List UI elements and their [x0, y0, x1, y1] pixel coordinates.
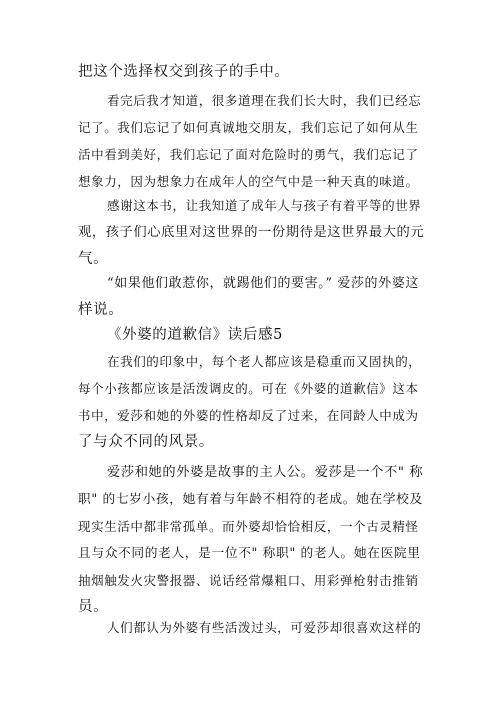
text-line: “如果他们敢惹你，就踢他们的要害。” 爱莎的外婆这 [107, 276, 419, 291]
text-line: 活中看到美好，我们忘记了面对危险时的勇气，我们忘记了 [78, 147, 419, 162]
text-line: 且与众不同的老人，是一位不" 称职" 的老人。她在医院里 [78, 546, 421, 561]
text-line: 爱莎和她的外婆是故事的主人公。爱莎是一个不" 称 [107, 465, 424, 480]
text-line: 气。 [78, 251, 109, 267]
text-line: 样说。 [78, 302, 124, 318]
text-line: 记了。我们忘记了如何真诚地交朋友，我们忘记了如何从生 [78, 120, 419, 135]
paragraph-quote [78, 270, 424, 324]
paragraph-lively [78, 614, 424, 641]
text-line: 感谢这本书，让我知道了成年人与孩子有着平等的世界 [107, 198, 422, 213]
text-line: 把这个选择权交到孩子的手中。 [78, 64, 290, 80]
paragraph-impression [78, 348, 424, 456]
text-line: 每个小孩都应该是活泼调皮的。可在《外婆的道歉信》这本 [78, 381, 419, 396]
text-line: 在我们的印象中，每个老人都应该是稳重而又固执的， [107, 354, 422, 369]
paragraph-characters [78, 459, 424, 621]
text-line: 书中，爱莎和她的外婆的性格却反了过来，在同龄人中成为 [78, 408, 419, 423]
paragraph-title [78, 322, 424, 349]
text-line: 《外婆的道歉信》读后感5 [107, 327, 283, 343]
text-line: 观，孩子们心底里对这世界的一份期待是这世界最大的元 [78, 225, 425, 240]
paragraph-intro-tail [78, 59, 424, 86]
text-line: 人们都认为外婆有些活泼过头，可爱莎却很喜欢这样的 [107, 620, 422, 635]
text-line: 看完后我才知道，很多道理在我们长大时，我们已经忘 [107, 93, 422, 108]
text-line: 员。 [78, 599, 109, 615]
text-line: 职" 的七岁小孩，她有着与年龄不相符的老成。她在学校及 [78, 492, 423, 507]
text-line: 抽烟触发火灾警报器、说话经常爆粗口、用彩弹枪射击推销 [78, 573, 419, 588]
text-line: 了与众不同的风景。 [78, 434, 214, 450]
paragraph-thanks [78, 192, 424, 273]
text-line: 想象力，因为想象力在成年人的空气中是一种天真的味道。 [78, 174, 419, 189]
paragraph-forgot [78, 87, 424, 195]
text-line: 现实生活中都非常孤单。而外婆却恰恰相反，一个古灵精怪 [78, 519, 419, 534]
